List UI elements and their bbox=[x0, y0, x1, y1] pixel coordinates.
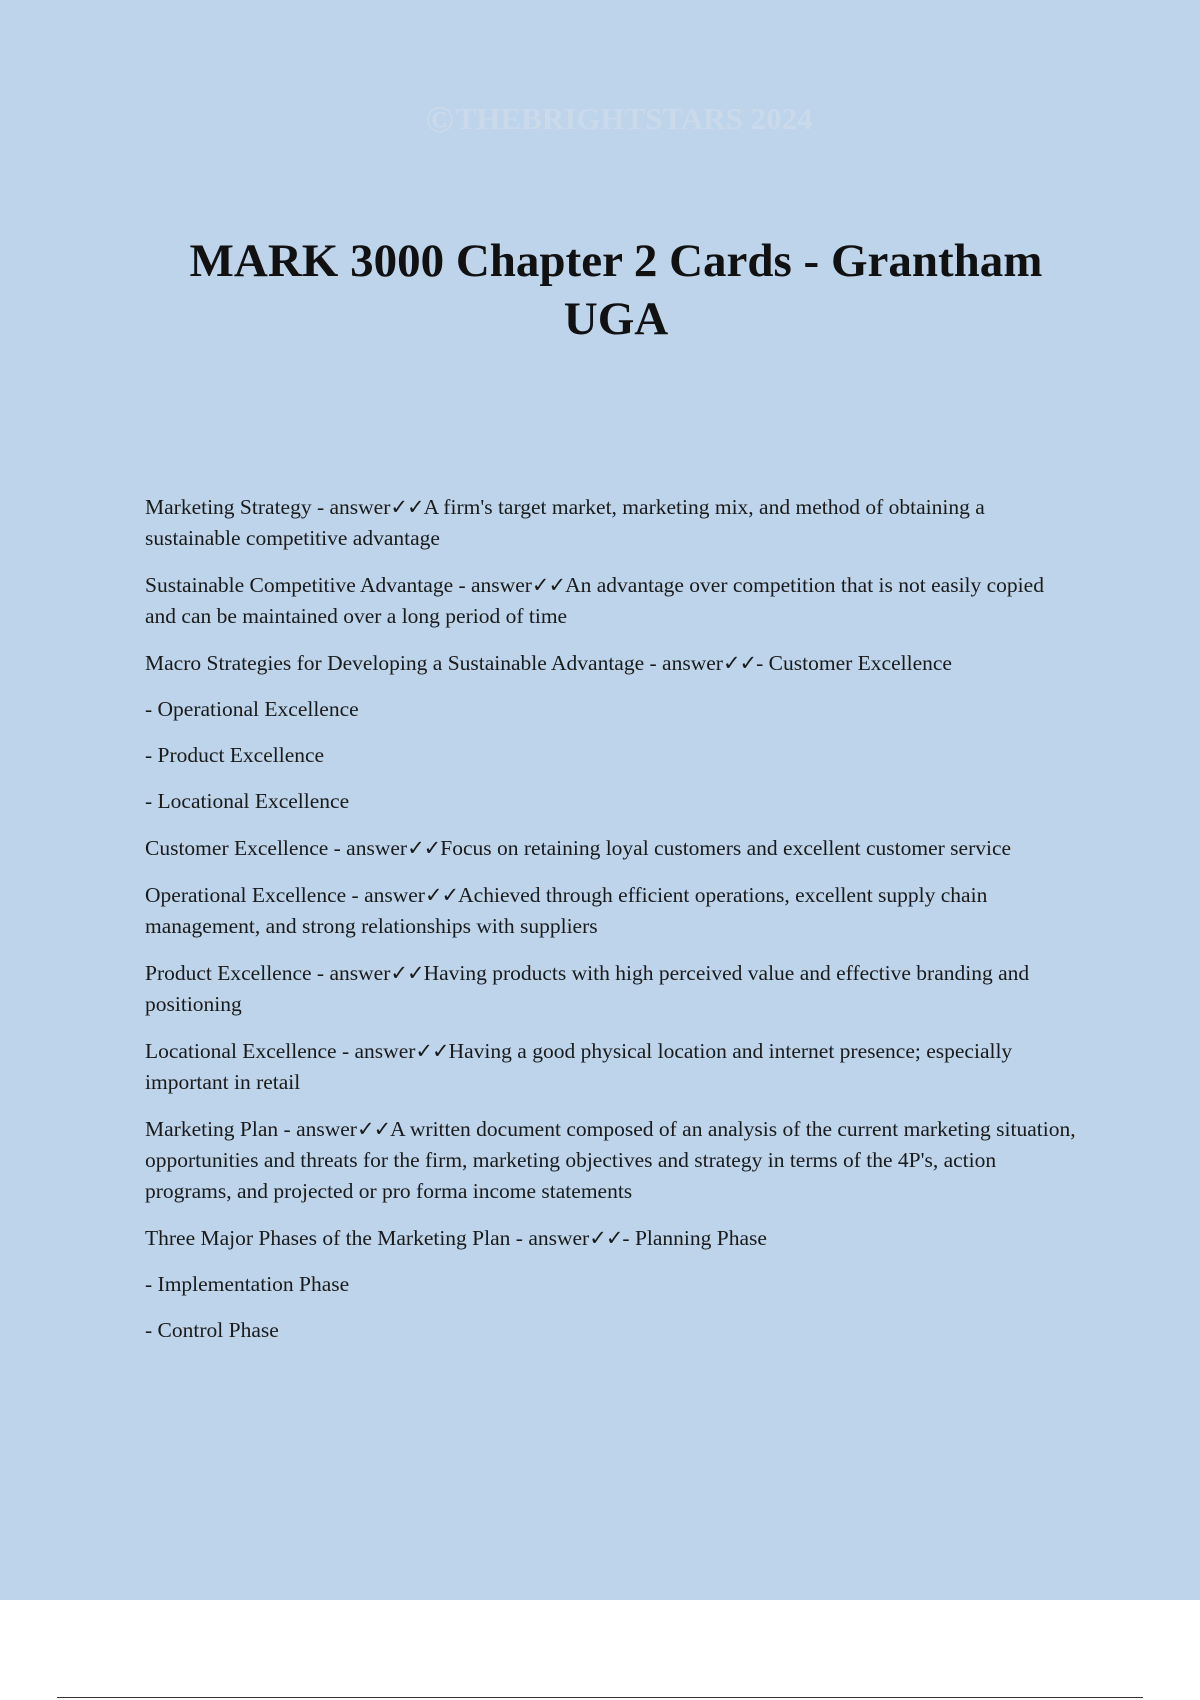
watermark bbox=[0, 98, 1200, 142]
card-answer: - Customer Excellence bbox=[756, 651, 952, 675]
list-item: - Implementation Phase bbox=[145, 1272, 350, 1296]
card-term: Operational Excellence - answer bbox=[145, 883, 425, 907]
card-answer: A written document composed of an analysis of the current marketing situation, opportunities and threats for the firm, marketing objectives and strategy in terms of the 4P's, action programs, and projected or pro forma income statements bbox=[145, 1117, 1076, 1203]
card-answer: Focus on retaining loyal customers and excellent customer service bbox=[440, 836, 1012, 860]
flashcard-three-major-phases bbox=[145, 1223, 1080, 1254]
card-answer: Having products with high perceived value and effective branding and positioning bbox=[145, 961, 1030, 1016]
footer-divider bbox=[57, 1697, 1143, 1698]
watermark-text: THEBRIGHTSTARS 2024 bbox=[455, 101, 813, 136]
page-title: MARK 3000 Chapter 2 Cards - Grantham UGA bbox=[189, 235, 1043, 345]
flashcard-marketing-plan bbox=[145, 1114, 1080, 1207]
card-answer: A firm's target market, marketing mix, and method of obtaining a sustainable competitive advantage bbox=[145, 495, 985, 550]
check-icon: ✓✓ bbox=[722, 651, 757, 675]
check-icon: ✓✓ bbox=[415, 1039, 449, 1063]
list-item: - Control Phase bbox=[145, 1318, 279, 1342]
card-term: Macro Strategies for Developing a Sustainable Advantage - answer bbox=[145, 651, 723, 675]
card-term: Customer Excellence - answer bbox=[145, 836, 408, 860]
card-term: Marketing Plan - answer bbox=[145, 1117, 357, 1141]
check-icon: ✓✓ bbox=[424, 883, 459, 907]
check-icon: ✓✓ bbox=[531, 573, 566, 597]
check-icon: ✓✓ bbox=[390, 495, 424, 519]
list-item: - Operational Excellence bbox=[145, 697, 359, 721]
flashcard-customer-excellence bbox=[145, 833, 1080, 864]
card-answer: Achieved through efficient operations, excellent supply chain management, and strong relationships with suppliers bbox=[145, 883, 988, 938]
card-term: Three Major Phases of the Marketing Plan - answer bbox=[145, 1226, 590, 1250]
flashcard-sustainable-competitive-advantage bbox=[145, 570, 1080, 632]
check-icon: ✓✓ bbox=[407, 836, 441, 860]
check-icon: ✓✓ bbox=[589, 1226, 623, 1250]
list-item: - Product Excellence bbox=[145, 743, 325, 767]
card-term: Product Excellence - answer bbox=[145, 961, 391, 985]
card-answer: Having a good physical location and internet presence; especially important in retail bbox=[145, 1039, 1013, 1094]
list-item: - Locational Excellence bbox=[145, 789, 350, 813]
flashcard-product-excellence bbox=[145, 958, 1080, 1020]
check-icon: ✓✓ bbox=[390, 961, 424, 985]
check-icon: ✓✓ bbox=[356, 1117, 391, 1141]
card-term: Marketing Strategy - answer bbox=[145, 495, 391, 519]
card-answer: An advantage over competition that is not easily copied and can be maintained over a long period of time bbox=[145, 573, 1044, 628]
card-answer: - Planning Phase bbox=[622, 1226, 767, 1250]
flashcard-marketing-strategy bbox=[145, 492, 1080, 554]
flashcard-list bbox=[145, 492, 1080, 1362]
flashcard-macro-strategies bbox=[145, 648, 1080, 679]
flashcard-operational-excellence bbox=[145, 880, 1080, 942]
flashcard-locational-excellence bbox=[145, 1036, 1080, 1098]
card-term: Locational Excellence - answer bbox=[145, 1039, 416, 1063]
card-term: Sustainable Competitive Advantage - answer bbox=[145, 573, 532, 597]
copyright-symbol: © bbox=[425, 99, 454, 141]
